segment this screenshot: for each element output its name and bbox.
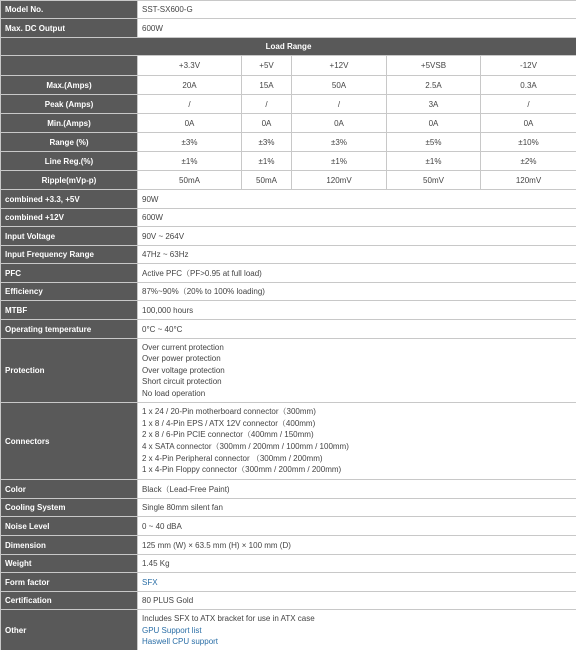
load-row-label: Ripple(mVp-p)	[1, 171, 138, 190]
spec-value: 1.45 Kg	[138, 555, 576, 573]
spec-label: combined +12V	[1, 209, 138, 227]
spec-label: Efficiency	[1, 283, 138, 301]
load-row-label: Range (%)	[1, 133, 138, 152]
col-header-5v: +5V	[242, 56, 292, 76]
load-cell: 2.5A	[387, 76, 481, 95]
spec-label: Weight	[1, 555, 138, 573]
spec-label: Protection	[1, 339, 138, 403]
col-header-5vsb: +5VSB	[387, 56, 481, 76]
load-range-header-row	[1, 38, 576, 56]
load-cell: 0A	[387, 114, 481, 133]
spec-value: 80 PLUS Gold	[138, 592, 576, 610]
list-item: 1 x 4-Pin Floppy connector（300mm / 200mm / 200mm)	[142, 465, 342, 475]
row-weight	[1, 555, 576, 573]
list-item: Over current protection	[142, 342, 224, 352]
spec-label: Cooling System	[1, 499, 138, 517]
spec-label: Operating temperature	[1, 320, 138, 339]
row-max-dc	[1, 19, 576, 38]
load-cell: ±1%	[292, 152, 387, 171]
spec-value: 47Hz ~ 63Hz	[138, 246, 576, 264]
list-item: 1 x 24 / 20-Pin motherboard connector（300mm)	[142, 407, 316, 417]
col-header-12v: +12V	[292, 56, 387, 76]
list-item: Over voltage protection	[142, 365, 225, 375]
col-header-neg12v: -12V	[481, 56, 576, 76]
row-form-factor	[1, 573, 576, 592]
load-range-columns-row	[1, 56, 576, 76]
protection-list	[138, 339, 576, 403]
spec-value: Single 80mm silent fan	[138, 499, 576, 517]
spec-value: 0°C ~ 40°C	[138, 320, 576, 339]
row-input-frequency	[1, 246, 576, 264]
load-range-corner	[1, 56, 138, 76]
load-cell: 120mV	[292, 171, 387, 190]
load-row-ripple	[1, 171, 576, 190]
row-other	[1, 610, 576, 650]
list-item: 1 x 8 / 4-Pin EPS / ATX 12V connector（400mm)	[142, 418, 316, 428]
row-mtbf	[1, 301, 576, 320]
load-cell: /	[242, 95, 292, 114]
spec-label: Other	[1, 610, 138, 650]
list-item: Short circuit protection	[142, 377, 222, 387]
load-cell: 0A	[242, 114, 292, 133]
load-cell: ±1%	[242, 152, 292, 171]
spec-value: 90W	[138, 190, 576, 209]
load-cell: 0.3A	[481, 76, 576, 95]
haswell-cpu-support-link[interactable]: Haswell CPU support	[142, 637, 219, 647]
load-cell: 3A	[387, 95, 481, 114]
row-protection	[1, 339, 576, 403]
spec-value: 100,000 hours	[138, 301, 576, 320]
load-cell: ±2%	[481, 152, 576, 171]
load-cell: /	[292, 95, 387, 114]
load-row-label: Line Reg.(%)	[1, 152, 138, 171]
load-row-range	[1, 133, 576, 152]
row-cooling-system	[1, 499, 576, 517]
load-cell: 50A	[292, 76, 387, 95]
load-row-max	[1, 76, 576, 95]
row-efficiency	[1, 283, 576, 301]
load-row-line-reg	[1, 152, 576, 171]
load-cell: /	[138, 95, 242, 114]
spec-label: Connectors	[1, 403, 138, 480]
spec-value: 0 ~ 40 dBA	[138, 517, 576, 536]
load-row-label: Peak (Amps)	[1, 95, 138, 114]
spec-label: combined +3.3, +5V	[1, 190, 138, 209]
spec-value: 90V ~ 264V	[138, 227, 576, 246]
row-certification	[1, 592, 576, 610]
load-cell: ±3%	[242, 133, 292, 152]
list-item: 2 x 4-Pin Peripheral connector （300mm / 200mm)	[142, 453, 323, 463]
load-cell: 15A	[242, 76, 292, 95]
list-item: No load operation	[142, 388, 206, 398]
row-pfc	[1, 264, 576, 283]
row-operating-temperature	[1, 320, 576, 339]
row-connectors	[1, 403, 576, 480]
load-range-title: Load Range	[1, 38, 576, 56]
load-cell: /	[481, 95, 576, 114]
spec-label: Input Frequency Range	[1, 246, 138, 264]
load-cell: 20A	[138, 76, 242, 95]
row-combined-33-5	[1, 190, 576, 209]
spec-value: 600W	[138, 209, 576, 227]
spec-label: Color	[1, 480, 138, 499]
gpu-support-link[interactable]: GPU Support list	[142, 625, 202, 635]
load-cell: ±10%	[481, 133, 576, 152]
load-cell: 0A	[138, 114, 242, 133]
other-text: Includes SFX to ATX bracket for use in ATX case	[142, 614, 315, 624]
row-dimension	[1, 536, 576, 555]
form-factor-cell	[138, 573, 576, 592]
load-cell: 50mA	[138, 171, 242, 190]
spec-label: Dimension	[1, 536, 138, 555]
load-cell: ±1%	[387, 152, 481, 171]
other-cell	[138, 610, 576, 650]
list-item: 4 x SATA connector（300mm / 200mm / 100mm / 100mm)	[142, 442, 349, 451]
spec-label: Noise Level	[1, 517, 138, 536]
load-cell: ±1%	[138, 152, 242, 171]
max-dc-label: Max. DC Output	[1, 19, 138, 38]
load-row-label: Max.(Amps)	[1, 76, 138, 95]
spec-label: Certification	[1, 592, 138, 610]
spec-value: Active PFC（PF>0.95 at full load)	[138, 264, 576, 283]
spec-value: 87%~90%（20% to 100% loading)	[138, 283, 576, 301]
list-item: Over power protection	[142, 354, 221, 364]
load-row-label: Min.(Amps)	[1, 114, 138, 133]
row-input-voltage	[1, 227, 576, 246]
load-cell: 50mV	[387, 171, 481, 190]
row-combined-12	[1, 209, 576, 227]
load-cell: ±3%	[292, 133, 387, 152]
spec-label: Input Voltage	[1, 227, 138, 246]
load-cell: 0A	[292, 114, 387, 133]
load-cell: 0A	[481, 114, 576, 133]
max-dc-value: 600W	[138, 19, 576, 38]
list-item: 2 x 8 / 6-Pin PCIE connector（400mm / 150mm)	[142, 430, 314, 440]
model-label: Model No.	[1, 1, 138, 19]
load-cell: ±3%	[138, 133, 242, 152]
model-value: SST-SX600-G	[138, 1, 576, 19]
col-header-3v3: +3.3V	[138, 56, 242, 76]
spec-value: 125 mm (W) × 63.5 mm (H) × 100 mm (D)	[138, 536, 576, 555]
spec-label: PFC	[1, 264, 138, 283]
spec-label: Form factor	[1, 573, 138, 592]
load-cell: ±5%	[387, 133, 481, 152]
row-noise-level	[1, 517, 576, 536]
load-row-peak	[1, 95, 576, 114]
load-cell: 120mV	[481, 171, 576, 190]
form-factor-link[interactable]: SFX	[142, 577, 158, 587]
spec-value: Black（Lead-Free Paint)	[138, 480, 576, 499]
row-model	[1, 1, 576, 19]
connectors-list	[138, 403, 576, 480]
load-cell: 50mA	[242, 171, 292, 190]
spec-label: MTBF	[1, 301, 138, 320]
row-color	[1, 480, 576, 499]
load-row-min	[1, 114, 576, 133]
